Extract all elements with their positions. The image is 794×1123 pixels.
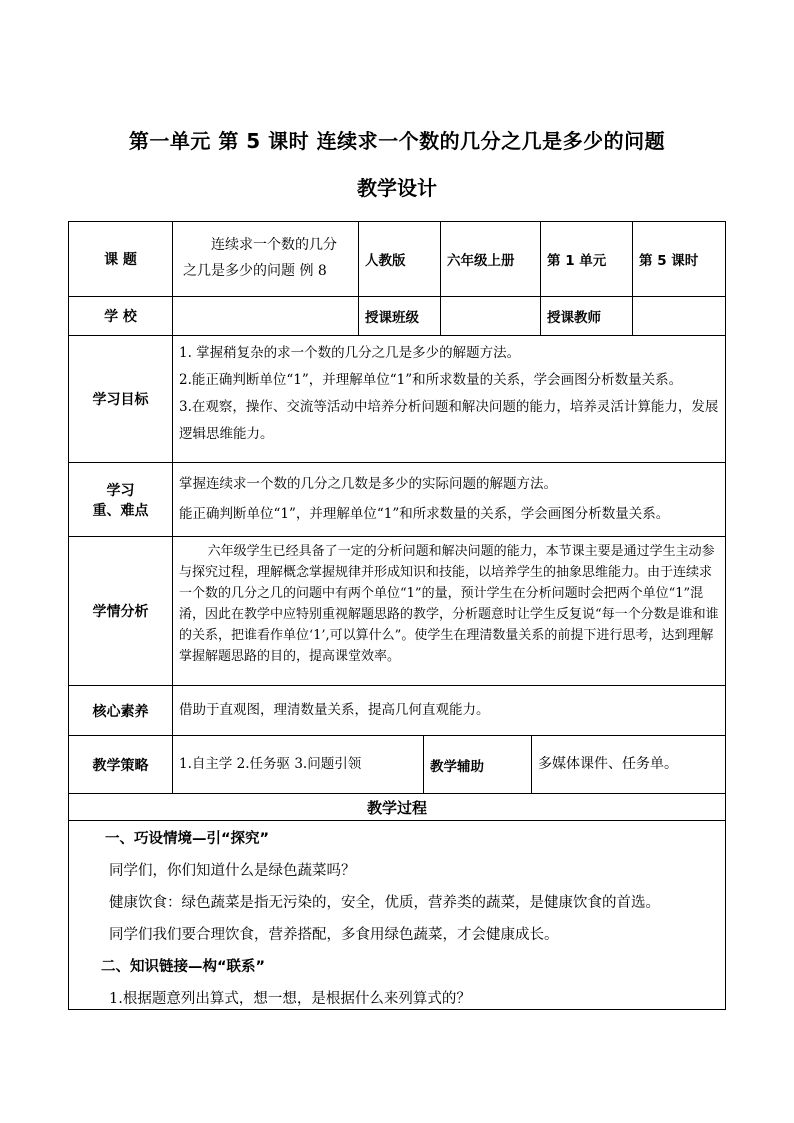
lesson-plan-table: [68, 221, 726, 1010]
process-line-4: 1.根据题意列出算式，想一想，是根据什么来列算式的？: [109, 991, 471, 1007]
document-subtitle: 教学设计: [357, 176, 437, 200]
key-points-label-line1: 学习: [106, 482, 135, 499]
strategy-content: 1.自主学 2.任务驱 3.问题引领: [172, 735, 424, 794]
analysis-content: [172, 536, 726, 686]
key-point-2: 能正确判断单位“1”，并理解单位“1”和所求数量的关系，学会画图分析数量关系。: [179, 506, 670, 522]
lesson-number: 第 5 课时: [632, 221, 726, 297]
process-section-1-heading: 一、巧设情境—引“探究”: [105, 831, 270, 847]
publisher: 人教版: [358, 221, 441, 297]
key-points-label-line2: 重、难点: [92, 502, 149, 519]
key-points-label: [68, 462, 173, 537]
process-line-1: 同学们，你们知道什么是绿色蔬菜吗？: [109, 863, 356, 879]
topic-value-line1: 连续求一个数的几分: [211, 237, 337, 253]
goal-item-1: 1. 掌握稍复杂的求一个数的几分之几是多少的解题方法。: [179, 345, 521, 361]
document-title: 第一单元 第 5 课时 连续求一个数的几分之几是多少的问题: [128, 129, 666, 153]
school-label: 学 校: [68, 296, 173, 336]
strategy-label: 教学策略: [68, 735, 173, 794]
topic-value-line2: 之几是多少的问题 例 8: [183, 263, 327, 279]
topic-value: [172, 221, 359, 297]
key-points-content: [172, 462, 726, 537]
topic-label: 课 题: [68, 221, 173, 297]
unit: 第 1 单元: [540, 221, 633, 297]
analysis-label: 学情分析: [68, 536, 173, 686]
teacher-value: [632, 296, 726, 336]
school-value: [172, 296, 359, 336]
analysis-text: 六年级学生已经具备了一定的分析问题和解决问题的能力，本节课主要是通过学生主动参与探究过程，理解概念掌握规律并形成知识和技能，以培养学生的抽象思维能力。由于连续求一个数的几分之几的问题中有两个单位“1”的量，预计学生在分析问题时会把两个单位“1”混淆，因此在教学中应特别重视解题思路的教学，分析题意时让学生反复说“每一个分数是谁和谁的关系，把谁看作单位‘1’,可以算什么”。使学生在理清数量关系的前提下进行思考，达到理解掌握解题思路的目的，提高课堂效率。: [179, 544, 719, 664]
goals-content: [172, 335, 726, 463]
goal-item-3: 3.在观察，操作、交流等活动中培养分析问题和解决问题的能力，培养灵活计算能力，发展逻辑思维能力。: [179, 399, 719, 442]
process-section-2-heading: 二、知识链接—构“联系”: [101, 959, 266, 975]
aid-content: 多媒体课件、任务单。: [531, 735, 726, 794]
class-label: 授课班级: [358, 296, 441, 336]
key-point-1: 掌握连续求一个数的几分之几数是多少的实际问题的解题方法。: [179, 476, 557, 492]
class-value: [440, 296, 541, 336]
teacher-label: 授课教师: [540, 296, 633, 336]
grade: 六年级上册: [440, 221, 541, 297]
aid-label: 教学辅助: [423, 735, 532, 794]
process-content: [68, 820, 726, 1010]
process-line-2: 健康饮食：绿色蔬菜是指无污染的，安全，优质，营养类的蔬菜，是健康饮食的首选。: [109, 895, 660, 911]
core-label: 核心素养: [68, 685, 173, 736]
process-line-3: 同学们我们要合理饮食，营养搭配，多食用绿色蔬菜，才会健康成长。: [109, 927, 559, 943]
goal-item-2: 2.能正确判断单位“1”，并理解单位“1”和所求数量的关系，学会画图分析数量关系。: [179, 372, 683, 388]
goals-label: 学习目标: [68, 335, 173, 463]
process-header: 教学过程: [68, 793, 726, 821]
core-content: 借助于直观图，理清数量关系，提高几何直观能力。: [172, 685, 726, 736]
